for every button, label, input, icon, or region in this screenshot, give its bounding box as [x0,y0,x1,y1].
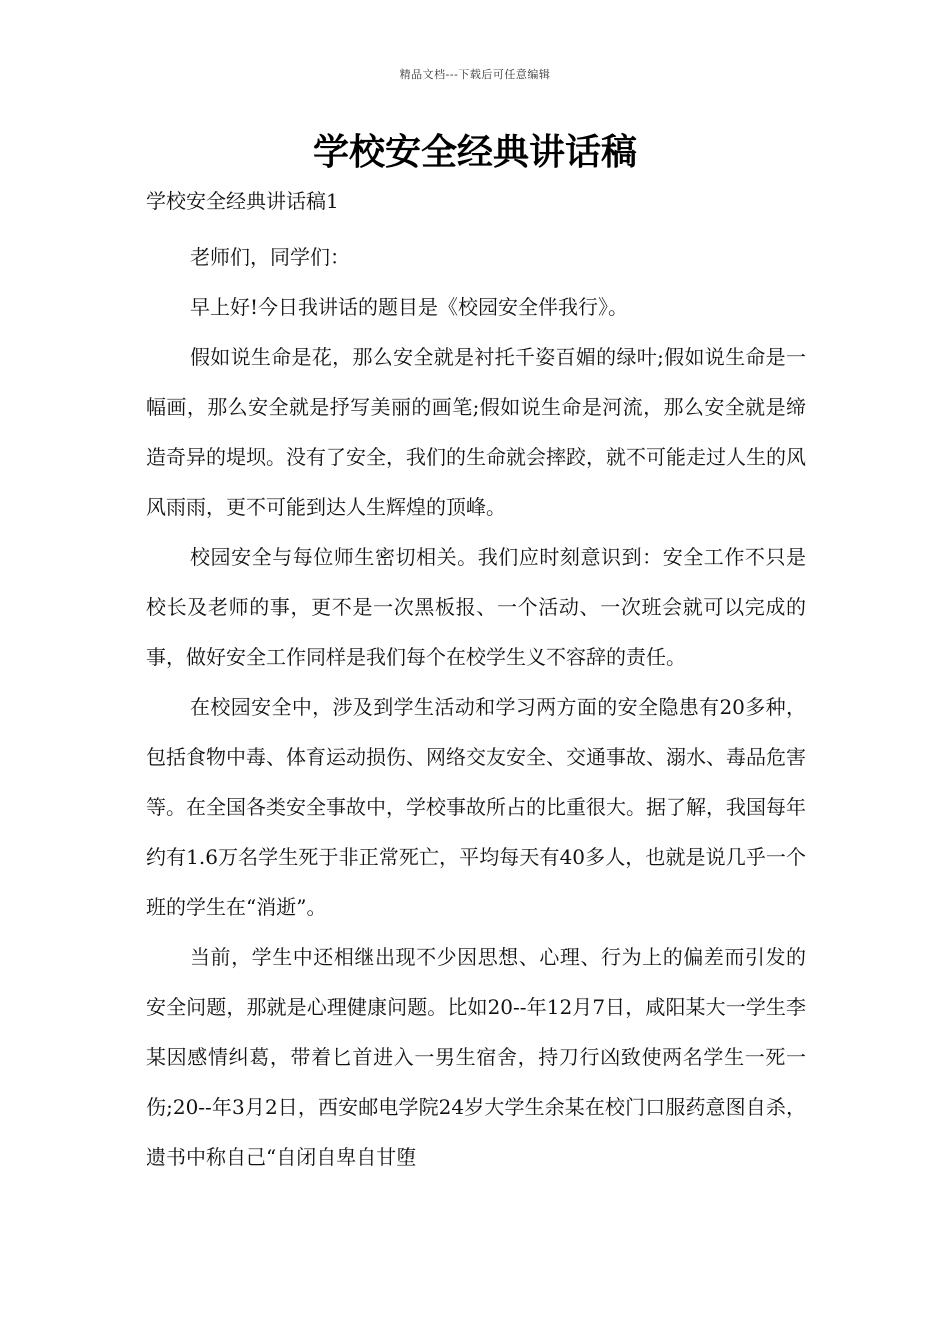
header-note: 精品文档---下载后可任意编辑 [399,68,551,81]
document-subtitle: 学校安全经典讲话稿1 [146,189,339,213]
paragraph-campus-safety: 校园安全与每位师生密切相关。我们应时刻意识到：安全工作不只是校长及老师的事，更不是一次黑板报、一个活动、一次班会就可以完成的事，做好安全工作同样是我们每个在校学生义不容辞的责任。 [146,545,806,669]
document-title: 学校安全经典讲话稿 [312,132,637,173]
paragraph-safety-hazards: 在校园安全中，涉及到学生活动和学习两方面的安全隐患有20多种，包括食物中毒、体育运动损伤、网络交友安全、交通事故、溺水、毒品危害等。在全国各类安全事故中，学校事故所占的比重很大。据了解，我国每年约有1.6万名学生死于非正常死亡，平均每天有40多人，也就是说几乎一个班的学生在“消逝”。 [146,695,806,919]
paragraph-greeting: 老师们，同学们： [190,245,350,269]
paragraph-mental-health: 当前，学生中还相继出现不少因思想、心理、行为上的偏差而引发的安全问题，那就是心理健康问题。比如20--年12月7日，咸阳某大一学生李某因感情纠葛，带着匕首进入一男生宿舍，持刀行凶致使两名学生一死一伤;20--年3月2日，西安邮电学院24岁大学生余某在校门口服药意图自杀，遗书中称自己“自闭自卑自甘堕 [146,945,806,1169]
paragraph-life-metaphor: 假如说生命是花，那么安全就是衬托千姿百媚的绿叶;假如说生命是一幅画，那么安全就是抒写美丽的画笔;假如说生命是河流，那么安全就是缔造奇异的堤坝。没有了安全，我们的生命就会摔跤，就不可能走过人生的风风雨雨，更不可能到达人生辉煌的顶峰。 [146,345,806,519]
paragraph-opening: 早上好!今日我讲话的题目是《校园安全伴我行》。 [190,295,629,319]
document-body [146,232,806,1182]
